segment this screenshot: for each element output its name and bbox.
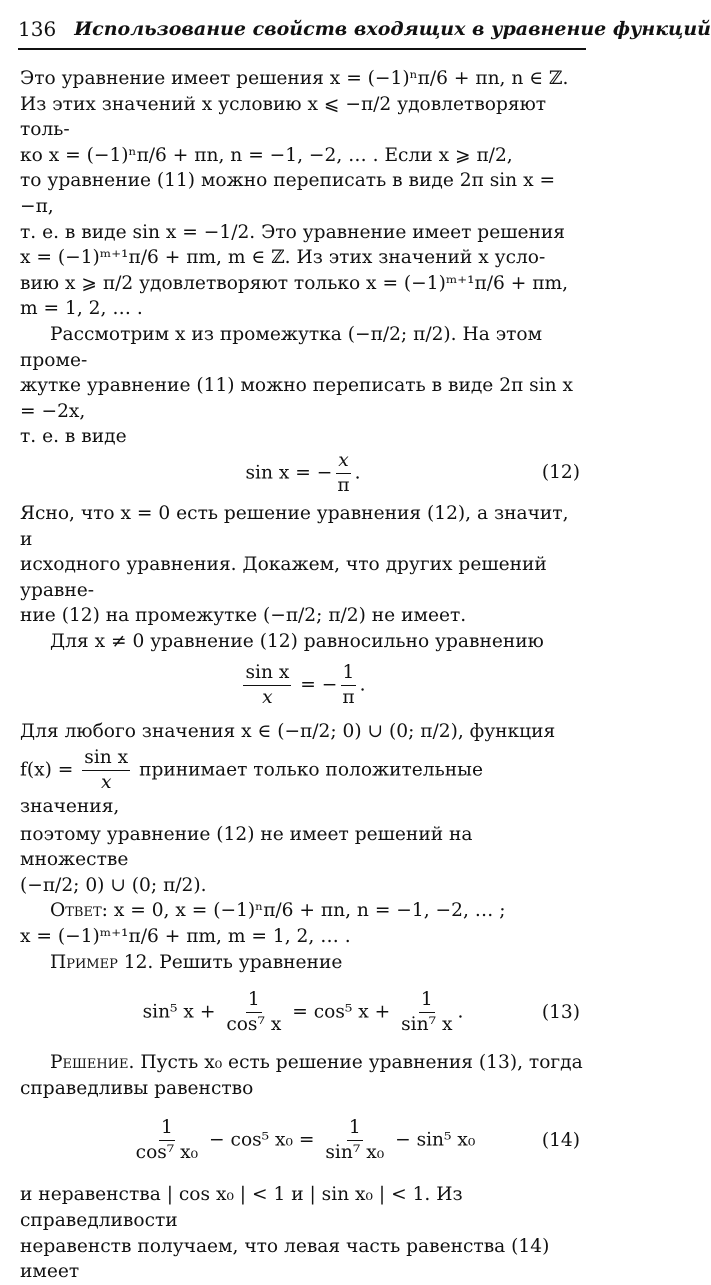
text-line: т. е. в виде sin x = −1/2. Это уравнение имеет решения: [20, 221, 566, 243]
paragraph-interval: [20, 322, 586, 450]
text-line: неравенств получаем, что левая часть равенства (14) имеет: [20, 1235, 550, 1283]
fraction: $\frac{1}{\text{sin⁷ x₀}}$: [325, 1117, 385, 1164]
text-line: Из этих значений x условию x ⩽ −π/2 удовлетворяют толь-: [20, 93, 547, 141]
paragraph-function: [20, 719, 586, 898]
text-line: справедливы равенство: [20, 1077, 254, 1099]
solution-line: Решение. Пусть x₀ есть решение уравнения (13), тогда: [50, 1052, 583, 1074]
text-line: (−π/2; 0) ∪ (0; π/2).: [20, 874, 207, 896]
fraction: $\frac{\text{sin x}}{x}$: [84, 747, 129, 794]
equation-14: $\frac{1}{\text{cos⁷ x₀}}$ − cos⁵ x₀ = $\frac{1}{\text{sin⁷ x₀}}$ − sin⁵ x₀ (14): [135, 1117, 580, 1164]
fraction: $\frac{x}{\pi}$: [337, 449, 350, 496]
text-line: вию x ⩾ π/2 удовлетворяют только x = (−1)ᵐ⁺¹π/6 + πm,: [20, 272, 568, 294]
text-line: m = 1, 2, … .: [20, 298, 143, 320]
text-line: x = (−1)ᵐ⁺¹π/6 + πm, m ∈ ℤ. Из этих значений x усло-: [20, 247, 546, 269]
paragraph-equivalence: Для x ≠ 0 уравнение (12) равносильно уравнению: [50, 630, 544, 652]
text-line: исходного уравнения. Докажем, что других решений уравне-: [20, 554, 547, 601]
equation-12: sin x = − $\frac{x}{\pi}$ . (12): [245, 449, 580, 496]
running-header: [18, 10, 711, 50]
equation-number: (14): [541, 1130, 580, 1152]
example-heading: Пример 12. Решить уравнение: [50, 951, 343, 973]
text-line-with-fraction: f(x) = $\frac{\text{sin x}}{x}$ принимает только положительные значения,: [20, 747, 483, 818]
equation-number: (12): [541, 462, 580, 484]
example-label: Пример: [50, 951, 118, 973]
solution-block: [20, 1050, 586, 1101]
text-line: Ясно, что x = 0 есть решение уравнения (12), а значит, и: [20, 502, 569, 550]
fraction: $\frac{1}{\text{cos⁷ x₀}}$: [135, 1117, 199, 1164]
answer-block: [20, 898, 586, 949]
text-line: т. е. в виде: [20, 426, 127, 448]
text-line: Рассмотрим x из промежутка (−π/2; π/2). На этом проме-: [20, 323, 543, 371]
page-body: [20, 66, 586, 1285]
equation-number: (13): [541, 1001, 580, 1023]
text-line: ние (12) на промежутке (−π/2; π/2) не имеет.: [20, 605, 467, 627]
page-number: 136: [18, 17, 57, 41]
text-line: Это уравнение имеет решения x = (−1)ⁿπ/6 + πn, n ∈ ℤ.: [20, 68, 569, 89]
text-line: и неравенства | cos x₀ | < 1 и | sin x₀ | < 1. Из справедливости: [20, 1184, 463, 1231]
fraction: $\frac{1}{\pi}$: [342, 662, 355, 709]
solution-label: Решение: [50, 1052, 129, 1074]
text-line: то уравнение (11) можно переписать в виде 2π sin x = −π,: [20, 170, 556, 217]
paragraph-solutions: [20, 66, 586, 322]
answer-line: Ответ: x = 0, x = (−1)ⁿπ/6 + πn, n = −1, −2, … ;: [50, 900, 506, 922]
text-line: Для любого значения x ∈ (−π/2; 0) ∪ (0; π/2), функция: [20, 721, 556, 743]
running-title: Использование свойств входящих в уравнение функций: [74, 18, 711, 40]
text-line: x = (−1)ᵐ⁺¹π/6 + πm, m = 1, 2, … .: [20, 926, 351, 948]
text-line: поэтому уравнение (12) не имеет решений на множестве: [20, 823, 473, 871]
fraction: $\frac{\text{sin x}}{x}$: [245, 662, 290, 709]
paragraph-inequalities: [20, 1182, 586, 1284]
answer-label: Ответ: [50, 900, 102, 922]
fraction: $\frac{1}{\text{sin⁷ x}}$: [401, 989, 453, 1036]
text-line: жутке уравнение (11) можно переписать в виде 2π sin x = −2x,: [20, 375, 574, 422]
fraction: $\frac{1}{\text{cos⁷ x}}$: [226, 989, 282, 1036]
equation-13: sin⁵ x + $\frac{1}{\text{cos⁷ x}}$ = cos⁵ x + $\frac{1}{\text{sin⁷ x}}$ . (13): [142, 989, 580, 1036]
paragraph-zero-solution: [20, 501, 586, 629]
equation-equivalent: $\frac{\text{sin x}}{x}$ = − $\frac{1}{\pi}$ .: [245, 662, 366, 709]
text-line: ко x = (−1)ⁿπ/6 + πn, n = −1, −2, … . Если x ⩾ π/2,: [20, 144, 513, 166]
